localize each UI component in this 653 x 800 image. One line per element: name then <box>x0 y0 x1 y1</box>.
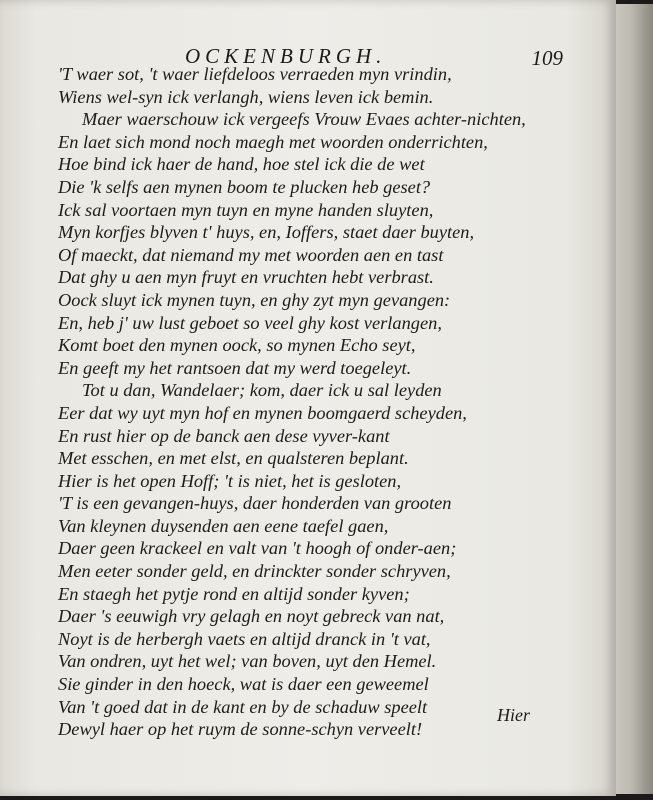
poem-text <box>58 63 578 741</box>
poem-line: Maer waerschouw ick vergeefs Vrouw Evaes achter-nichten, <box>82 109 526 130</box>
poem-line: Dewyl haer op het ruym de sonne-schyn verveelt! <box>58 719 423 740</box>
page-number: 109 <box>531 46 563 70</box>
poem-line: Men eeter sonder geld, en drinckter sonder schryven, <box>58 561 451 582</box>
poem-line: Sie ginder in den hoeck, wat is daer een geweemel <box>58 674 429 695</box>
poem-line: Met esschen, en met elst, en qualsteren beplant. <box>58 448 409 469</box>
poem-line: Noyt is de herbergh vaets en altijd dranck in 't vat, <box>58 628 431 649</box>
poem-line: En, heb j' uw lust geboet so veel ghy kost verlangen, <box>58 312 442 333</box>
poem-line: Die 'k selfs aen mynen boom te plucken heb geset? <box>58 176 431 197</box>
poem-line: Ick sal voortaen myn tuyn en myne handen sluyten, <box>58 199 434 220</box>
poem-line: Dat ghy u aen myn fruyt en vruchten hebt verbrast. <box>58 267 434 288</box>
poem-line: Van ondren, uyt het wel; van boven, uyt den Hemel. <box>58 651 437 672</box>
poem-line: Myn korfjes blyven t' huys, en, Ioffers, staet daer buyten, <box>58 222 475 243</box>
poem-line: 'T is een gevangen-huys, daer honderden van grooten <box>58 493 452 514</box>
poem-line: Eer dat wy uyt myn hof en mynen boomgaerd scheyden, <box>58 402 467 423</box>
facing-page-edge <box>616 4 653 794</box>
poem-line: Komt boet den mynen oock, so mynen Echo seyt, <box>58 335 416 356</box>
poem-line: 'T waer sot, 't waer liefdeloos verraeden myn vrindin, <box>58 64 452 84</box>
catchword: Hier <box>497 705 530 725</box>
poem-line: Oock sluyt ick mynen tuyn, en ghy zyt myn gevangen: <box>58 289 451 310</box>
poem-line: Hoe bind ick haer de hand, hoe stel ick die de wet <box>58 154 425 175</box>
running-title: OCKENBURGH. <box>185 44 387 68</box>
poem-line: Van kleynen duysenden aen eene taefel gaen, <box>58 515 389 536</box>
poem-line: Van 't goed dat in de kant en by de schaduw speelt <box>58 696 428 717</box>
poem-line: Wiens wel-syn ick verlangh, wiens leven ick bemin. <box>58 86 434 107</box>
poem-line: Of maeckt, dat niemand my met woorden aen en tast <box>58 244 444 265</box>
poem-line: En laet sich mond noch maegh met woorden onderrichten, <box>58 131 488 152</box>
poem-line: En staegh het pytje rond en altijd sonder kyven; <box>58 583 410 604</box>
poem-line: En geeft my het rantsoen dat my werd toegeleyt. <box>58 357 412 378</box>
poem-line: En rust hier op de banck aen dese vyver-kant <box>58 425 390 446</box>
poem-line: Daer 's eeuwigh vry gelagh en noyt gebreck van nat, <box>58 606 445 627</box>
poem-line: Hier is het open Hoff; 't is niet, het is gesloten, <box>58 470 402 491</box>
poem-line: Tot u dan, Wandelaer; kom, daer ick u sal leyden <box>82 380 442 401</box>
poem-line: Daer geen krackeel en valt van 't hoogh of onder-aen; <box>58 538 457 559</box>
